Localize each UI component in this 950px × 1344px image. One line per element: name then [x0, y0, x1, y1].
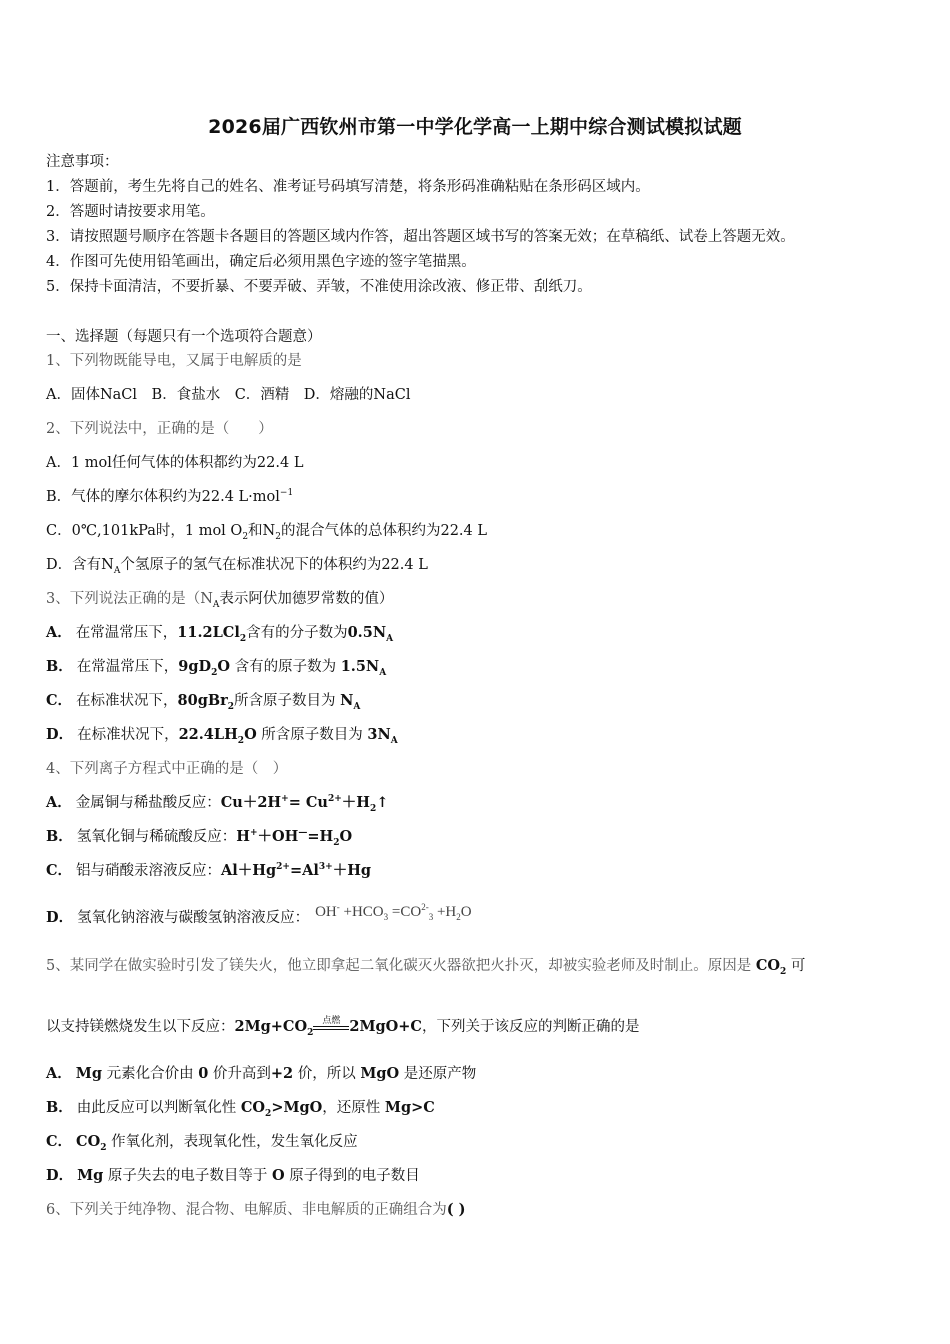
q5-stem-line1: 5、某同学在做实验时引发了镁失火，他立即拿起二氧化碳灭火器欲把火扑灭，却被实验老师及时制止。原因是 $CO_2$ 可 [46, 957, 806, 977]
q2-stem: 2、下列说法中，正确的是（ ） [46, 421, 273, 437]
q3-stem: 3、下列说法正确的是（$N_A$表示阿伏加德罗常数的值） [46, 591, 394, 610]
reaction-arrow: 点燃 [313, 1017, 349, 1037]
q6-stem: 6、下列关于纯净物、混合物、电解质、非电解质的正确组合为( ) [46, 1201, 466, 1218]
note-item-3: 3．请按照题号顺序在答题卡各题目的答题区域内作答，超出答题区域书写的答案无效；在草稿纸、试卷上答题无效。 [46, 229, 795, 245]
q2-option-a: A．1 mol任何气体的体积都约为22.4 L [46, 455, 304, 471]
q4-option-a: A． 金属铜与稀盐酸反应：$Cu+2H^+= Cu^{2+}+H_2↑$ [46, 794, 389, 814]
note-item-5: 5．保持卡面清洁，不要折暴、不要弄破、弄皱，不准使用涂改液、修正带、刮纸刀。 [46, 279, 592, 295]
q3-option-a: A． 在常温常压下，11.2LCl$_2$含有的分子数为$0.5N_A$ [46, 624, 394, 644]
q2-option-d: D．含有$N_A$个氢原子的氢气在标准状况下的体积约为22.4 L [46, 557, 428, 576]
q5-option-b: B． 由此反应可以判断氧化性 $CO_2>MgO$，还原性 Mg>C [46, 1099, 435, 1119]
q4-equation-image: $OH^- +HCO_3 =CO^{2-}_3 +H_2O$ [315, 902, 472, 922]
q5-option-d: D． Mg 原子失去的电子数目等于 O 原子得到的电子数目 [46, 1167, 420, 1184]
q2-option-c: C．0℃,101kPa时，1 mol $O_2$和$N_2$的混合气体的总体积约为22.4 L [46, 523, 487, 542]
note-item-2: 2．答题时请按要求用笔。 [46, 204, 215, 220]
q4-stem: 4、下列离子方程式中正确的是（ ） [46, 761, 288, 777]
q3-option-b: B． 在常温常压下，$9gD_2O$ 含有的原子数为 $1.5N_A$ [46, 658, 387, 678]
q1-options: A．固体NaCl B．食盐水 C．酒精 D．熔融的NaCl [46, 387, 411, 403]
note-item-4: 4．作图可先使用铅笔画出，确定后必须用黑色字迹的签字笔描黑。 [46, 254, 476, 270]
note-item-1: 1．答题前，考生先将自己的姓名、准考证号码填写清楚，将条形码准确粘贴在条形码区域内。 [46, 179, 650, 195]
q4-option-c: C． 铝与硝酸汞溶液反应：$Al+Hg^{2+}=Al^{3+}+Hg$ [46, 862, 372, 879]
q4-option-b: B． 氢氧化铜与稀硫酸反应：$H^++OH^—=H_2O$ [46, 828, 353, 848]
q1-stem: 1、下列物既能导电，又属于电解质的是 [46, 353, 302, 369]
q5-option-a: A． Mg 元素化合价由 0 价升高到+2 价，所以 MgO 是还原产物 [46, 1065, 477, 1082]
notes-heading: 注意事项： [46, 154, 119, 170]
q5-option-c: C． $CO_2$ 作氧化剂，表现氧化性，发生氧化反应 [46, 1133, 358, 1153]
q4-option-d: D． 氢氧化钠溶液与碳酸氢钠溶液反应： $OH^- +HCO_3 =CO^{2-}_3 +H_2O$ [46, 902, 472, 926]
q3-option-d: D． 在标准状况下，$22.4LH_2O$ 所含原子数目为 $3N_A$ [46, 726, 398, 746]
q3-option-c: C． 在标准状况下，80gBr$_2$所含原子数目为 $N_A$ [46, 692, 361, 712]
q5-stem-line2: 以支持镁燃烧发生以下反应：$2Mg+CO_2$ 点燃 2MgO+C，下列关于该反应的判断正确的是 [46, 1016, 640, 1038]
page-title: 2026届广西钦州市第一中学化学高一上期中综合测试模拟试题 [208, 116, 742, 138]
section-heading: 一、选择题（每题只有一个选项符合题意） [46, 329, 322, 345]
q2-option-b: B．气体的摩尔体积约为22.4 L·mol$^{-1}$ [46, 488, 294, 505]
